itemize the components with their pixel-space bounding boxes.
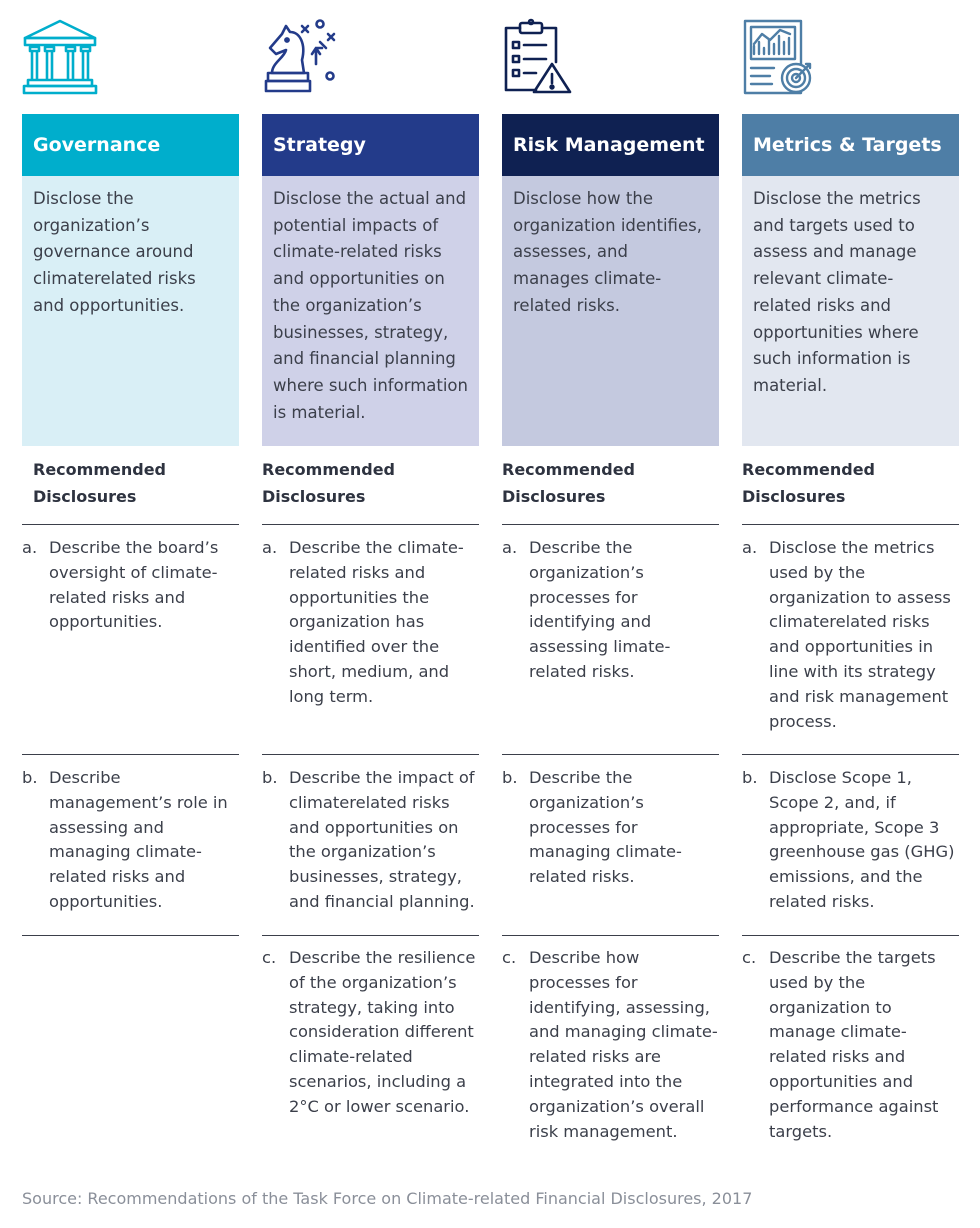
item-text: Describe the impact of climaterelated risks and opportunities on the organization’s businesses, strategy, and financial planning. xyxy=(289,768,475,911)
divider xyxy=(22,935,239,936)
item-letter: a. xyxy=(262,538,278,557)
divider xyxy=(742,935,959,936)
recommended-disclosures-label: Recommended Disclosures xyxy=(33,460,166,506)
item-text: Describe how processes for identifying, assessing, and managing climate-related risks are integrated into the organization’s overall risk management. xyxy=(529,948,718,1141)
chess-knight-strategy-icon xyxy=(262,18,338,96)
recommended-disclosures-label: Recommended Disclosures xyxy=(742,460,875,506)
divider xyxy=(262,524,479,525)
list-item xyxy=(22,766,239,915)
list-item xyxy=(22,536,239,635)
item-text: Describe the climate-related risks and opportunities the organization has identified over the short, medium, and long term. xyxy=(289,538,464,706)
header-metrics-targets: Metrics & Targets xyxy=(742,114,959,176)
item-letter: b. xyxy=(502,768,518,787)
list-item xyxy=(262,766,479,915)
description-risk-management: Disclose how the organization identifies, assesses, and manages climate-related risks. xyxy=(502,176,719,446)
item-text: Disclose the metrics used by the organization to assess climaterelated risks and opportunities in line with its strategy and risk management process. xyxy=(769,538,951,731)
recommended-disclosures-label: Recommended Disclosures xyxy=(502,460,635,506)
item-letter: a. xyxy=(742,538,758,557)
item-letter: c. xyxy=(502,948,517,967)
divider xyxy=(22,754,239,755)
divider xyxy=(262,935,479,936)
list-item xyxy=(502,946,719,1144)
list-item xyxy=(742,536,959,734)
divider xyxy=(262,754,479,755)
list-item xyxy=(502,766,719,890)
item-letter: b. xyxy=(742,768,758,787)
description-strategy: Disclose the actual and potential impacts of climate-related risks and opportunities on the organization’s businesses, strategy, and financial planning where such information is material. xyxy=(262,176,479,446)
item-text: Disclose Scope 1, Scope 2, and, if appropriate, Scope 3 greenhouse gas (GHG) emissions, and the related risks. xyxy=(769,768,955,911)
item-letter: b. xyxy=(262,768,278,787)
recommended-disclosures-label: Recommended Disclosures xyxy=(262,460,395,506)
list-item xyxy=(262,946,479,1120)
list-item xyxy=(742,766,959,915)
item-letter: c. xyxy=(262,948,277,967)
item-letter: a. xyxy=(22,538,38,557)
divider xyxy=(742,754,959,755)
header-risk-management: Risk Management xyxy=(502,114,719,176)
item-text: Describe the organization’s processes for managing climate-related risks. xyxy=(529,768,682,887)
item-text: Describe management’s role in assessing and managing climate-related risks and opportunities. xyxy=(49,768,228,911)
report-target-icon xyxy=(742,18,818,96)
item-text: Describe the organization’s processes for identifying and assessing limate-related risks. xyxy=(529,538,671,681)
list-item xyxy=(502,536,719,685)
divider xyxy=(502,935,719,936)
item-text: Describe the targets used by the organization to manage climate-related risks and opportunities and performance against targets. xyxy=(769,948,939,1141)
source-citation: Source: Recommendations of the Task Force on Climate-related Financial Disclosures, 2017 xyxy=(22,1189,753,1208)
item-letter: a. xyxy=(502,538,518,557)
header-strategy: Strategy xyxy=(262,114,479,176)
divider xyxy=(502,524,719,525)
list-item xyxy=(262,536,479,710)
item-text: Describe the resilience of the organization’s strategy, taking into consideration different climate-related scenarios, including a 2°C or lower scenario. xyxy=(289,948,476,1116)
divider xyxy=(742,524,959,525)
item-letter: b. xyxy=(22,768,38,787)
bank-building-icon xyxy=(22,18,98,96)
header-governance: Governance xyxy=(22,114,239,176)
divider xyxy=(502,754,719,755)
list-item xyxy=(742,946,959,1144)
clipboard-warning-icon xyxy=(502,18,578,96)
divider xyxy=(22,524,239,525)
description-metrics-targets: Disclose the metrics and targets used to assess and manage relevant climate-related risks and opportunities where such information is material. xyxy=(742,176,959,446)
description-governance: Disclose the organization’s governance around climaterelated risks and opportunities. xyxy=(22,176,239,446)
item-text: Describe the board’s oversight of climate-related risks and opportunities. xyxy=(49,538,219,632)
item-letter: c. xyxy=(742,948,757,967)
